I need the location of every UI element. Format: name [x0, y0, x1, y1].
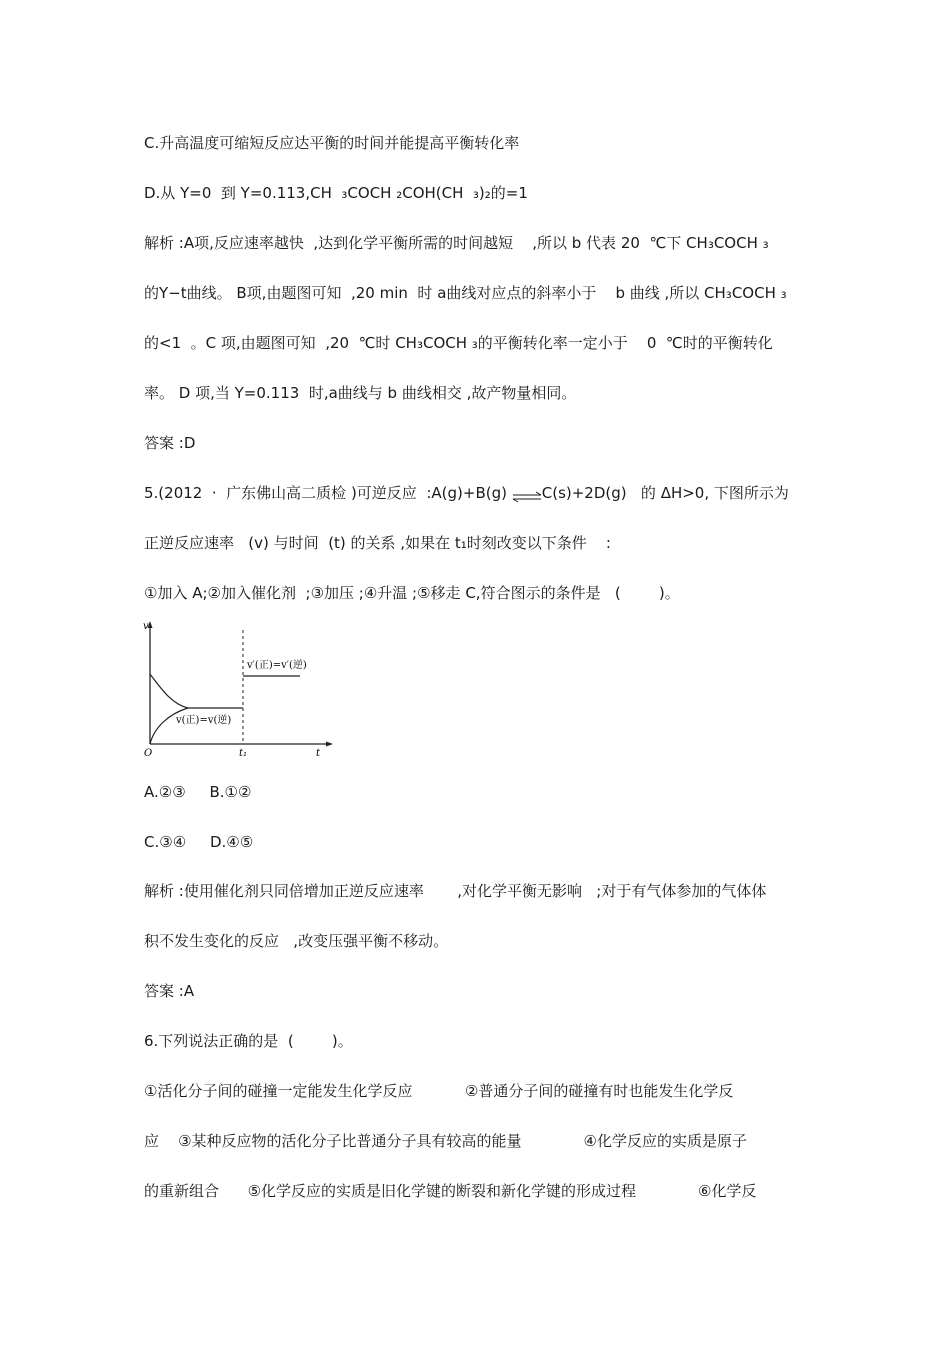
equilibrium-arrow-icon	[512, 488, 542, 500]
question-5-line-2: 正逆反应速率 (v) 与时间 (t) 的关系 ,如果在 t₁时刻改变以下条件 :	[144, 534, 611, 552]
answer-text: 答案 :D	[144, 434, 196, 452]
options-cd: C.③④ D.④⑤	[144, 833, 254, 851]
question-6-line-3: 的重新组合 ⑤化学反应的实质是旧化学键的断裂和新化学键的形成过程 ⑥化学反	[144, 1182, 757, 1200]
y-axis-label: v	[143, 621, 149, 632]
x-axis-arrow	[326, 742, 333, 747]
analysis-5-line-1: 解析 :使用催化剂只同倍增加正逆反应速率 ,对化学平衡无影响 ;对于有气体参加的气体体	[144, 882, 767, 900]
forward-rate-curve	[150, 674, 188, 708]
reverse-rate-curve	[150, 708, 188, 744]
label-after: v′(正)=v′(逆)	[247, 660, 307, 671]
analysis-line-3: 的<1 。C 项,由题图可知 ,20 ℃时 CH₃COCH ₃的平衡转化率一定小于 0 ℃时的平衡转化	[144, 334, 773, 352]
analysis-5-line-2: 积不发生变化的反应 ,改变压强平衡不移动。	[144, 932, 449, 950]
question-6-stem: 6.下列说法正确的是 ( )。	[144, 1032, 353, 1050]
option-d-text: D.从 Y=0 到 Y=0.113,CH ₃COCH ₂COH(CH ₃)₂的=1	[144, 184, 528, 202]
t1-label: t₁	[239, 748, 248, 759]
question-5-part1: 5.(2012 · 广东佛山高二质检 )可逆反应 :A(g)+B(g)	[144, 484, 507, 502]
answer-5: 答案 :A	[144, 982, 195, 1000]
label-before: v(正)=v(逆)	[176, 715, 232, 726]
analysis-line-2: 的Y−t曲线。 B项,由题图可知 ,20 min 时 a曲线对应点的斜率小于 b 曲线 ,所以 CH₃COCH ₃	[144, 284, 787, 302]
question-6-line-2: 应 ③某种反应物的活化分子比普通分子具有较高的能量 ④化学反应的实质是原子	[144, 1132, 747, 1150]
option-c-text: C.升高温度可缩短反应达平衡的时间并能提高平衡转化率	[144, 134, 520, 152]
analysis-line-1: 解析 :A项,反应速率越快 ,达到化学平衡所需的时间越短 ,所以 b 代表 20 ℃下 CH₃COCH ₃	[144, 234, 769, 252]
question-5-conditions: ①加入 A;②加入催化剂 ;③加压 ;④升温 ;⑤移走 C,符合图示的条件是 ( )。	[144, 584, 680, 602]
question-5-part2: C(s)+2D(g) 的 ΔH>0, 下图所示为	[541, 484, 789, 502]
question-5-stem	[144, 483, 789, 503]
analysis-line-4: 率。 D 项,当 Y=0.113 时,a曲线与 b 曲线相交 ,故产物量相同。	[144, 384, 577, 402]
options-ab: A.②③ B.①②	[144, 783, 252, 801]
rate-time-graph	[140, 620, 340, 760]
origin-label: O	[144, 748, 153, 759]
x-axis-label: t	[316, 748, 321, 759]
question-6-line-1: ①活化分子间的碰撞一定能发生化学反应 ②普通分子间的碰撞有时也能发生化学反	[144, 1082, 734, 1100]
